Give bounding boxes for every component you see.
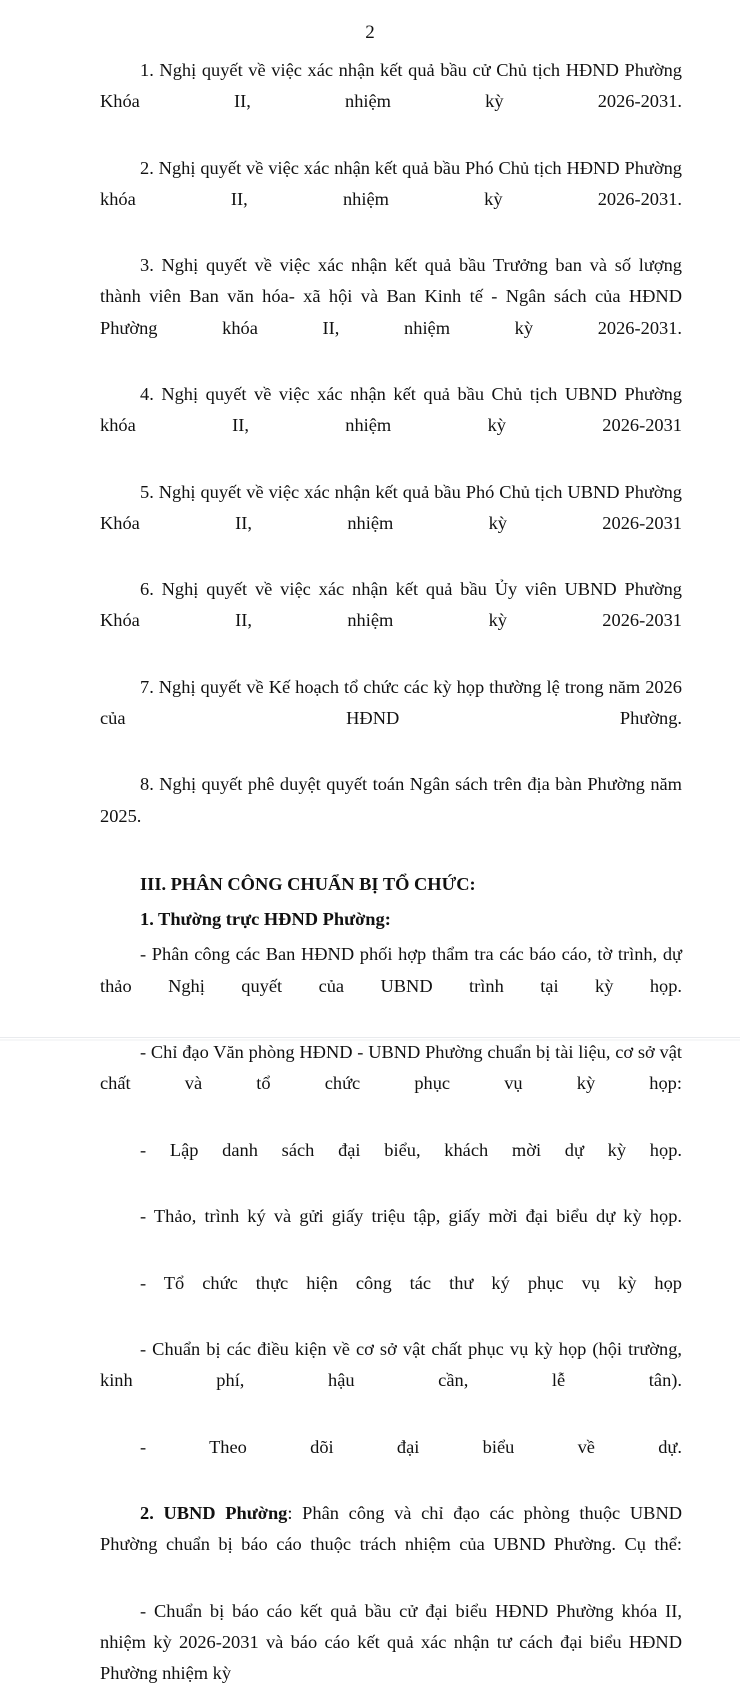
subsection-1-task-4: - Chuẩn bị các điều kiện về cơ sở vật chất phục vụ kỳ họp (hội trường, kinh phí, hậu cần, lễ tân).	[100, 1338, 682, 1391]
resolution-item-8: 8. Nghị quyết phê duyệt quyết toán Ngân sách trên địa bàn Phường năm 2025.	[100, 774, 682, 826]
subsection-1-task-5: - Theo dõi đại biểu về dự.	[140, 1436, 682, 1457]
subsection-1-task-1: - Lập danh sách đại biểu, khách mời dự kỳ họp.	[140, 1139, 682, 1160]
subsection-1-paragraph-1: - Phân công các Ban HĐND phối hợp thẩm tra các báo cáo, tờ trình, dự thảo Nghị quyết của UBND trình tại kỳ họp.	[100, 944, 682, 996]
scan-edge-line	[0, 1037, 740, 1038]
resolution-item-5: 5. Nghị quyết về việc xác nhận kết quả bầu Phó Chủ tịch UBND Phường Khóa II, nhiệm kỳ 2026-2031	[100, 481, 682, 533]
resolution-item-1: 1. Nghị quyết về việc xác nhận kết quả bầu cử Chủ tịch HĐND Phường Khóa II, nhiệm kỳ 2026-2031.	[100, 60, 682, 112]
document-body	[100, 55, 682, 1689]
resolution-item-7: 7. Nghị quyết về Kế hoạch tổ chức các kỳ họp thường lệ trong năm 2026 của HĐND Phường.	[100, 676, 682, 729]
subsection-1-task-3: - Tổ chức thực hiện công tác thư ký phục vụ kỳ họp	[140, 1272, 682, 1293]
resolution-item-2: 2. Nghị quyết về việc xác nhận kết quả bầu Phó Chủ tịch HĐND Phường khóa II, nhiệm kỳ 2026-2031.	[100, 157, 682, 209]
resolution-item-6: 6. Nghị quyết về việc xác nhận kết quả bầu Ủy viên UBND Phường Khóa II, nhiệm kỳ 2026-2031	[100, 579, 682, 631]
subsection-2-task-1: - Chuẩn bị báo cáo kết quả bầu cử đại biểu HĐND Phường khóa II, nhiệm kỳ 2026-2031 và báo cáo kết quả xác nhận tư cách đại biểu HĐND Phường nhiệm kỳ	[100, 1600, 682, 1683]
resolution-item-4: 4. Nghị quyết về việc xác nhận kết quả bầu Chủ tịch UBND Phường khóa II, nhiệm kỳ 2026-2031	[100, 384, 682, 436]
section-heading-iii: III. PHÂN CÔNG CHUẨN BỊ TỔ CHỨC:	[140, 874, 476, 895]
resolution-item-3: 3. Nghị quyết về việc xác nhận kết quả bầu Trưởng ban và số lượng thành viên Ban văn hóa- xã hội và Ban Kinh tế - Ngân sách của HĐND Phường khóa II, nhiệm kỳ 2026-2031.	[100, 255, 682, 338]
subsection-1-task-2: - Thảo, trình ký và gửi giấy triệu tập, giấy mời đại biểu dự kỳ họp.	[140, 1206, 682, 1227]
subsection-heading-2	[100, 1498, 682, 1592]
scan-edge-line-soft	[0, 1039, 740, 1041]
subsection-heading-1: 1. Thường trực HĐND Phường:	[140, 909, 391, 930]
subsection-1-paragraph-2: - Chỉ đạo Văn phòng HĐND - UBND Phường chuẩn bị tài liệu, cơ sở vật chất và tổ chức phục vụ kỳ họp:	[100, 1042, 682, 1094]
page-number: 2	[365, 22, 375, 43]
subsection-2-label: 2. UBND Phường	[140, 1502, 288, 1523]
subsection-2-text: : Phân công và chỉ đạo các phòng thuộc UBND Phường chuẩn bị báo cáo thuộc trách nhiệm của UBND Phường. Cụ thể:	[100, 1502, 682, 1555]
